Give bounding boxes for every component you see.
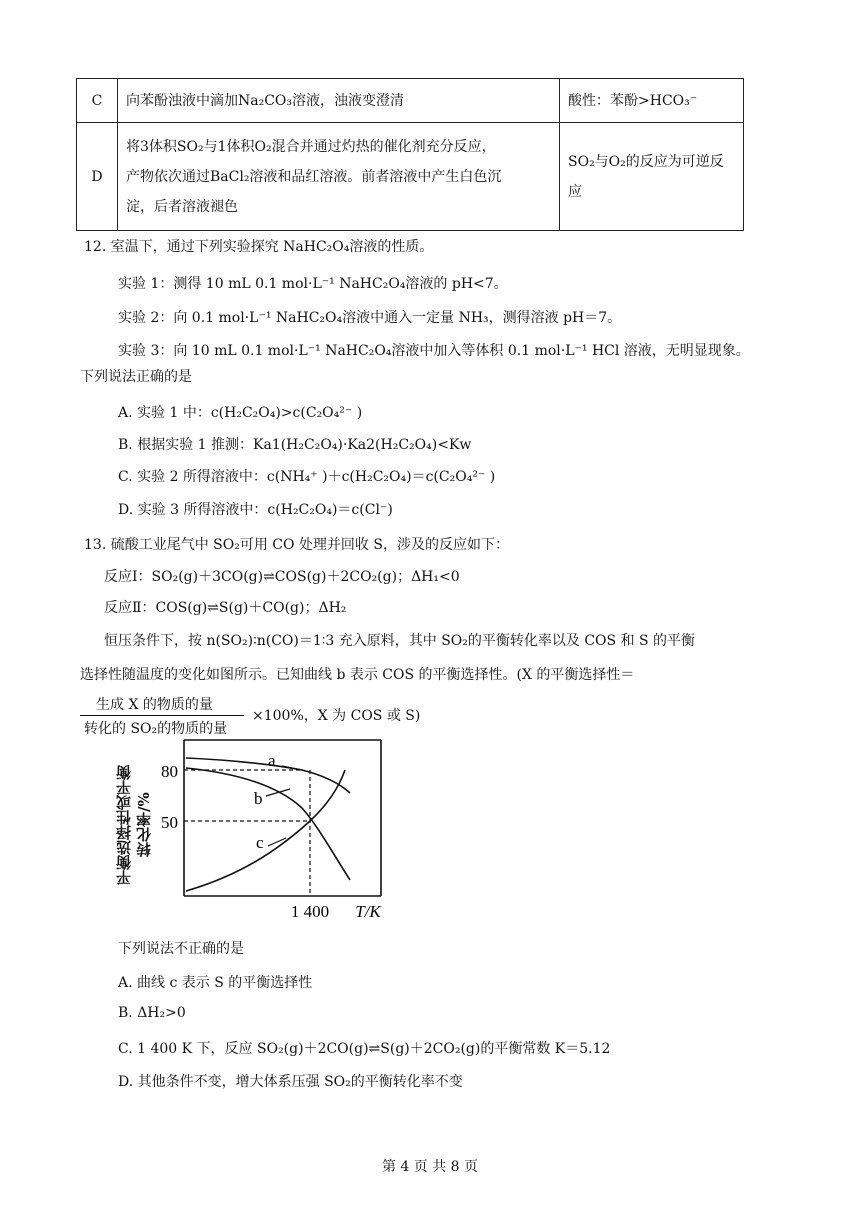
label-c-leader: [268, 838, 286, 846]
option-cell: D: [77, 123, 118, 231]
conclusion-line: SO₂与O₂的反应为可逆反: [568, 153, 724, 170]
q12-prompt: 下列说法正确的是: [80, 369, 192, 385]
q12-option-c: C. 实验 2 所得溶液中：c(NH₄⁺ )＋c(H₂C₂O₄)＝c(C₂O₄²⁻ ): [118, 469, 496, 485]
q12-experiment-3: 实验 3：向 10 mL 0.1 mol·L⁻¹ NaHC₂O₄溶液中加入等体积 0.1 mol·L⁻¹ HCl 溶液，无明显现象。: [118, 343, 750, 359]
option-cell: C: [77, 79, 118, 123]
q12-experiment-1: 实验 1：测得 10 mL 0.1 mol·L⁻¹ NaHC₂O₄溶液的 pH<7。: [118, 276, 508, 292]
experiment-line: 产物依次通过BaCl₂溶液和品红溶液。前者溶液中产生白色沉: [126, 168, 502, 185]
experiment-line: 将3体积SO₂与1体积O₂混合并通过灼热的催化剂充分反应，: [126, 138, 496, 155]
formula-numerator: 生成 X 的物质的量: [96, 697, 213, 713]
curve-a: [186, 758, 350, 793]
experiment-cell: 向苯酚浊液中滴加Na₂CO₃溶液，浊液变澄清: [118, 79, 560, 123]
chart-guides: [184, 770, 310, 896]
q13-option-a: A. 曲线 c 表示 S 的平衡选择性: [118, 975, 313, 991]
q12-experiment-2: 实验 2：向 0.1 mol·L⁻¹ NaHC₂O₄溶液中通入一定量 NH₃，测得溶液 pH＝7。: [118, 310, 622, 326]
series-label-b: b: [254, 789, 263, 808]
label-b-leader: [266, 789, 290, 796]
fraction-bar: [80, 715, 244, 716]
series-label-a: a: [268, 751, 276, 770]
curve-b: [186, 768, 350, 880]
chart-y-axis-label: 平衡选择性或平衡转化率/%: [115, 765, 153, 885]
series-label-c: c: [256, 833, 264, 852]
table-row-d: [77, 123, 744, 231]
x-tick-1400: 1 400: [290, 902, 330, 921]
curve-c: [186, 770, 345, 891]
conclusion-cell: 酸性：苯酚>HCO₃⁻: [560, 79, 744, 123]
formula-remainder: ×100%，X 为 COS 或 S): [252, 708, 421, 724]
q13-stem: 13. 硫酸工业尾气中 SO₂可用 CO 处理并回收 S，涉及的反应如下：: [84, 537, 509, 553]
label-a-leader: [282, 766, 302, 770]
q13-option-b: B. ΔH₂>0: [118, 1005, 186, 1021]
y-tick-80: 80: [161, 762, 178, 781]
q13-reaction-2: 反应Ⅱ：COS(g)⇌S(g)＋CO(g)；ΔH₂: [104, 600, 347, 616]
experiment-cell: [118, 123, 560, 231]
y-tick-50: 50: [161, 813, 178, 832]
q13-paragraph-line-1: 恒压条件下，按 n(SO₂)∶n(CO)＝1∶3 充入原料，其中 SO₂的平衡转化率以及 COS 和 S 的平衡: [104, 633, 696, 649]
q12-option-a: A. 实验 1 中：c(H₂C₂O₄)>c(C₂O₄²⁻ ): [118, 405, 363, 421]
formula-denominator: 转化的 SO₂的物质的量: [84, 721, 228, 737]
q12-option-d: D. 实验 3 所得溶液中：c(H₂C₂O₄)＝c(Cl⁻): [118, 502, 393, 518]
q13-reaction-1: 反应Ⅰ：SO₂(g)＋3CO(g)⇌COS(g)＋2CO₂(g)；ΔH₁<0: [104, 569, 460, 585]
experiment-line: 淀，后者溶液褪色: [126, 198, 238, 215]
conclusion-line: 应: [568, 183, 582, 200]
x-axis-label: T/K: [355, 902, 381, 921]
question-11-table: [76, 78, 744, 231]
q12-stem: 12. 室温下，通过下列实验探究 NaHC₂O₄溶液的性质。: [84, 239, 434, 255]
page-footer: 第 4 页 共 8 页: [381, 1159, 479, 1175]
q13-prompt: 下列说法不正确的是: [118, 941, 244, 957]
table-row-c: [77, 79, 744, 123]
q13-option-c: C. 1 400 K 下，反应 SO₂(g)＋2CO(g)⇌S(g)＋2CO₂(g)的平衡常数 K＝5.12: [118, 1041, 611, 1057]
q13-paragraph-line-2: 选择性随温度的变化如图所示。已知曲线 b 表示 COS 的平衡选择性。(X 的平衡选择性＝: [80, 667, 635, 683]
q12-option-b: B. 根据实验 1 推测：Ka1(H₂C₂O₄)·Ka2(H₂C₂O₄)<Kw: [118, 437, 472, 453]
q13-option-d: D. 其他条件不变，增大体系压强 SO₂的平衡转化率不变: [118, 1074, 463, 1090]
chart-axes: [184, 740, 381, 896]
conclusion-cell: [560, 123, 744, 231]
